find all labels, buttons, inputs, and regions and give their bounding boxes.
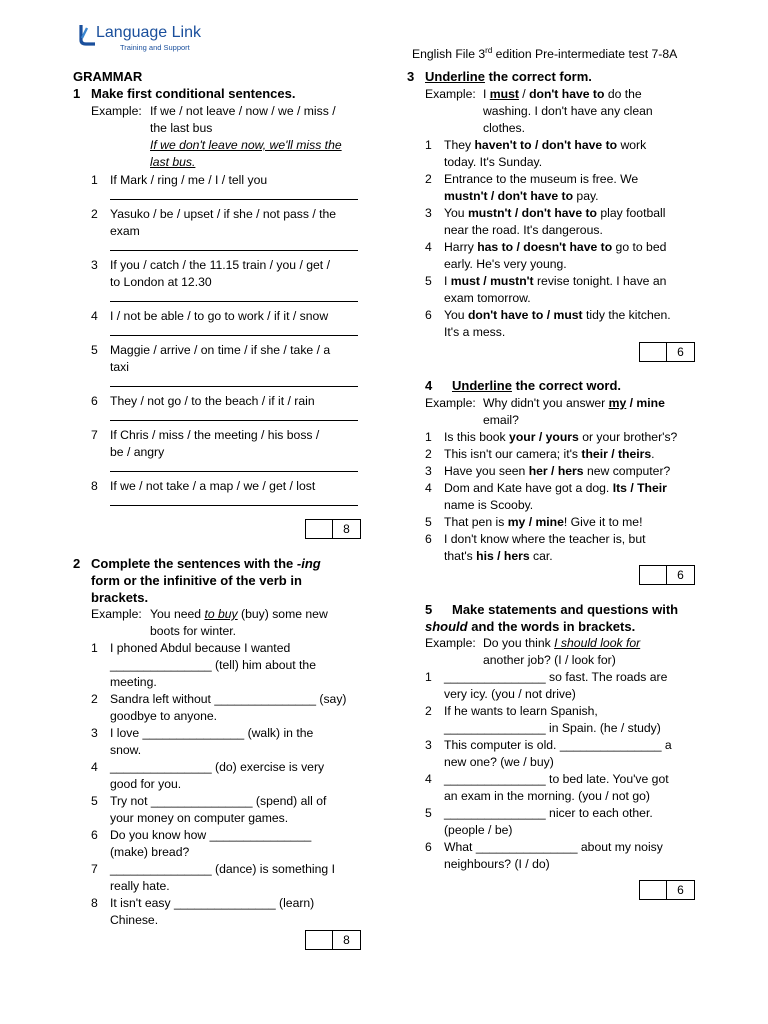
- answer-line[interactable]: [110, 505, 358, 506]
- item-number: 5: [425, 806, 432, 820]
- item-text: exam tomorrow.: [444, 291, 531, 305]
- item-number: 5: [91, 343, 98, 357]
- choice-b[interactable]: don't have to: [521, 206, 598, 220]
- item-number: 4: [425, 481, 432, 495]
- item-sentence: [444, 463, 670, 480]
- language-link-logo-icon: [76, 24, 96, 46]
- item-text-cont: your money on computer games.: [110, 811, 289, 825]
- item-text-cont: very icy. (you / not drive): [444, 687, 576, 701]
- item-number: 1: [425, 430, 432, 444]
- exercise-1-item: [91, 478, 361, 518]
- item-text: Sandra left without _______________ (say): [110, 692, 347, 706]
- item-text: What _______________ about my noisy: [444, 840, 663, 854]
- item-sentence: [444, 480, 667, 497]
- item-number: 4: [425, 240, 432, 254]
- item-sentence: [444, 307, 671, 324]
- word-choice[interactable]: Its / Their: [612, 481, 667, 495]
- item-sentence: [444, 171, 638, 188]
- item-number: 3: [425, 738, 432, 752]
- exercise-1-item: [91, 427, 361, 467]
- item-text: Is this book: [444, 430, 510, 444]
- item-number: 5: [425, 515, 432, 529]
- item-prompt: Yasuko / be / upset / if she / not pass / the: [110, 207, 337, 221]
- answer-line[interactable]: [110, 301, 358, 302]
- item-prompt-cont: taxi: [110, 360, 129, 374]
- item-text: This computer is old. _______________ a: [444, 738, 672, 752]
- word-choice[interactable]: your / yours: [509, 430, 579, 444]
- item-text: This isn't our camera; it's: [444, 447, 582, 461]
- item-text: _______________ nicer to each other.: [444, 806, 653, 820]
- answer-line[interactable]: [110, 199, 358, 200]
- item-text: _______________ so fast. The roads are: [444, 670, 668, 684]
- item-number: 2: [425, 172, 432, 186]
- choice-a[interactable]: haven't to: [474, 138, 532, 152]
- section-1-title: 1 Make first conditional sentences.: [73, 86, 296, 101]
- answer-line[interactable]: [110, 335, 358, 336]
- item-text: If he wants to learn Spanish,: [444, 704, 598, 718]
- choice-a[interactable]: has to: [477, 240, 514, 254]
- item-number: 2: [91, 692, 98, 706]
- item-number: 6: [425, 308, 432, 322]
- item-text: Have you seen: [444, 464, 529, 478]
- item-sentence: [444, 273, 666, 290]
- logo: [76, 22, 206, 56]
- item-text-cont: meeting.: [110, 675, 157, 689]
- item-text: near the road. It's dangerous.: [444, 223, 603, 237]
- item-number: 8: [91, 896, 98, 910]
- choice-a[interactable]: don't have to: [467, 308, 544, 322]
- section-4-score-box[interactable]: 6: [639, 565, 695, 585]
- section-1-example: Example: If we / not leave / now / we / miss / the last bus If we don't leave now, we'll miss the last bus.: [91, 104, 342, 169]
- item-text-cont: _______________ (tell) him about the: [110, 658, 316, 672]
- item-number: 1: [425, 670, 432, 684]
- item-text: tidy the kitchen.: [582, 308, 671, 322]
- answer-line[interactable]: [110, 471, 358, 472]
- item-number: 5: [91, 794, 98, 808]
- item-text: ! Give it to me!: [563, 515, 643, 529]
- item-number: 1: [91, 641, 98, 655]
- item-text: Dom and Kate have got a dog.: [444, 481, 613, 495]
- item-sentence-cont: [444, 256, 567, 273]
- item-sentence: [444, 531, 646, 548]
- item-text: I don't know where the teacher is, but: [444, 532, 646, 546]
- item-text-cont: name is Scooby.: [444, 498, 534, 512]
- item-text-cont: neighbours? (I / do): [444, 857, 550, 871]
- answer-line[interactable]: [110, 386, 358, 387]
- item-text-cont: good for you.: [110, 777, 182, 791]
- choice-b[interactable]: doesn't have to: [523, 240, 613, 254]
- item-sentence: [444, 239, 666, 256]
- section-5-example: Example: Do you think I should look for another job? (I / look for): [425, 636, 641, 667]
- item-number: 6: [91, 828, 98, 842]
- item-text: new computer?: [583, 464, 671, 478]
- item-number: 3: [91, 726, 98, 740]
- item-prompt: Maggie / arrive / on time / if she / take / a: [110, 343, 331, 357]
- exercise-1-item: [91, 206, 361, 246]
- section-3-example: Example: I must / don't have to do the washing. I don't have any clean clothes.: [425, 87, 653, 135]
- item-text: _______________ (dance) is something I: [110, 862, 335, 876]
- section-3-score-box[interactable]: 6: [639, 342, 695, 362]
- word-choice[interactable]: his / hers: [476, 549, 530, 563]
- item-text: Try not _______________ (spend) all of: [110, 794, 327, 808]
- exercise-1-item: [91, 342, 361, 382]
- item-text-cont: really hate.: [110, 879, 170, 893]
- item-number: 6: [425, 532, 432, 546]
- item-text: or your brother's?: [578, 430, 678, 444]
- item-text: Harry: [444, 240, 478, 254]
- item-number: 4: [91, 309, 98, 323]
- item-number: 7: [91, 862, 98, 876]
- item-text: play football: [597, 206, 666, 220]
- item-sentence-cont: [444, 154, 542, 171]
- item-text-cont: _______________ in Spain. (he / study): [444, 721, 661, 735]
- word-choice[interactable]: her / hers: [528, 464, 584, 478]
- item-text: It isn't easy _______________ (learn): [110, 896, 315, 910]
- grammar-heading: GRAMMAR: [73, 69, 143, 84]
- choice-b[interactable]: must: [553, 308, 583, 322]
- choice-a[interactable]: mustn't: [467, 206, 512, 220]
- item-text: It's a mess.: [444, 325, 506, 339]
- item-prompt-cont: be / angry: [110, 445, 165, 459]
- section-2-title: 2 Complete the sentences with the -ing form or the infinitive of the verb in brackets.: [73, 556, 321, 605]
- item-number: 1: [91, 173, 98, 187]
- section-4-example: Example: Why didn't you answer my / mine email?: [425, 396, 665, 427]
- item-sentence: [444, 137, 646, 154]
- section-2-score-box[interactable]: 8: [305, 930, 361, 950]
- item-text: pay.: [573, 189, 599, 203]
- item-number: 6: [91, 394, 98, 408]
- item-number: 2: [425, 704, 432, 718]
- item-text: _______________ to bed late. You've got: [444, 772, 669, 786]
- item-sentence-cont: [444, 290, 531, 307]
- section-5-score-box[interactable]: 6: [639, 880, 695, 900]
- word-choice[interactable]: my / mine: [507, 515, 564, 529]
- item-text: Do you know how _______________: [110, 828, 312, 842]
- item-sentence-cont: [444, 222, 603, 239]
- item-text-cont: (make) bread?: [110, 845, 190, 859]
- item-prompt: If we / not take / a map / we / get / lost: [110, 479, 316, 493]
- item-prompt: If you / catch / the 11.15 train / you / get /: [110, 258, 330, 272]
- word-choice[interactable]: their / theirs: [581, 447, 652, 461]
- item-text: You: [444, 308, 468, 322]
- item-text: They: [444, 138, 475, 152]
- section-3-title: 3 Underline the correct form.: [407, 69, 592, 84]
- item-text: .: [651, 447, 655, 461]
- item-prompt: If Mark / ring / me / I / tell you: [110, 173, 268, 187]
- item-text-cont: an exam in the morning. (you / not go): [444, 789, 650, 803]
- item-number: 2: [425, 447, 432, 461]
- item-prompt: They / not go / to the beach / if it / rain: [110, 394, 315, 408]
- item-number: 8: [91, 479, 98, 493]
- section-1-score-box[interactable]: 8: [305, 519, 361, 539]
- choice-sep: /: [531, 138, 542, 152]
- item-sentence: [444, 429, 677, 446]
- item-sentence-cont: [444, 324, 505, 341]
- item-text: work: [617, 138, 647, 152]
- item-text: Entrance to the museum is free. We: [444, 172, 639, 186]
- section-4-title: 4 Underline the correct word.: [425, 378, 622, 393]
- item-text-cont: Chinese.: [110, 913, 159, 927]
- choice-sep: /: [511, 206, 522, 220]
- choice-sep: /: [513, 240, 524, 254]
- section-2-example: Example: You need to buy (buy) some new boots for winter.: [91, 607, 328, 638]
- item-text: _______________ (do) exercise is very: [110, 760, 325, 774]
- item-number: 3: [425, 464, 432, 478]
- item-sentence-cont: [444, 188, 599, 205]
- item-number: 3: [425, 206, 432, 220]
- answer-line[interactable]: [110, 250, 358, 251]
- item-text: That pen is: [444, 515, 508, 529]
- choice-pair[interactable]: mustn't / don't have to: [444, 189, 574, 203]
- item-text: revise tonight. I have an: [533, 274, 667, 288]
- section-5-title: 5 Make statements and questions with should and the words in brackets.: [425, 602, 679, 634]
- item-prompt-cont: to London at 12.30: [110, 275, 212, 289]
- item-text-cont: snow.: [110, 743, 142, 757]
- item-number: 4: [91, 760, 98, 774]
- item-sentence: [444, 514, 642, 531]
- item-text: that's: [444, 549, 477, 563]
- item-number: 6: [425, 840, 432, 854]
- item-text: today. It's Sunday.: [444, 155, 543, 169]
- item-number: 7: [91, 428, 98, 442]
- choice-b[interactable]: mustn't: [490, 274, 534, 288]
- item-number: 5: [425, 274, 432, 288]
- choice-a[interactable]: must: [450, 274, 480, 288]
- choice-sep: /: [479, 274, 491, 288]
- item-text: go to bed: [612, 240, 667, 254]
- test-title: English File 3rd edition Pre-intermediate test 7-8A: [412, 46, 678, 62]
- item-number: 4: [425, 772, 432, 786]
- choice-b[interactable]: don't have to: [541, 138, 618, 152]
- choice-sep: /: [543, 308, 554, 322]
- item-text: I love _______________ (walk) in the: [110, 726, 314, 740]
- item-text: You: [444, 206, 468, 220]
- item-prompt: I / not be able / to go to work / if it / snow: [110, 309, 329, 323]
- item-prompt-cont: exam: [110, 224, 140, 238]
- item-number: 2: [91, 207, 98, 221]
- item-text-cont: goodbye to anyone.: [110, 709, 218, 723]
- item-text: car.: [529, 549, 553, 563]
- item-number: 1: [425, 138, 432, 152]
- answer-line[interactable]: [110, 420, 358, 421]
- item-prompt: If Chris / miss / the meeting / his boss /: [110, 428, 320, 442]
- item-text-cont: new one? (we / buy): [444, 755, 554, 769]
- item-text: I phoned Abdul because I wanted: [110, 641, 291, 655]
- item-text: early. He's very young.: [444, 257, 567, 271]
- item-text-cont: (people / be): [444, 823, 513, 837]
- item-text: I: [444, 274, 451, 288]
- exercise-1-item: [91, 257, 361, 297]
- logo-subtext: Training and Support: [120, 43, 190, 52]
- item-sentence: [444, 205, 665, 222]
- item-number: 3: [91, 258, 98, 272]
- logo-text: Language Link: [96, 24, 201, 41]
- item-sentence: [444, 446, 655, 463]
- item-sentence-cont: [444, 548, 553, 565]
